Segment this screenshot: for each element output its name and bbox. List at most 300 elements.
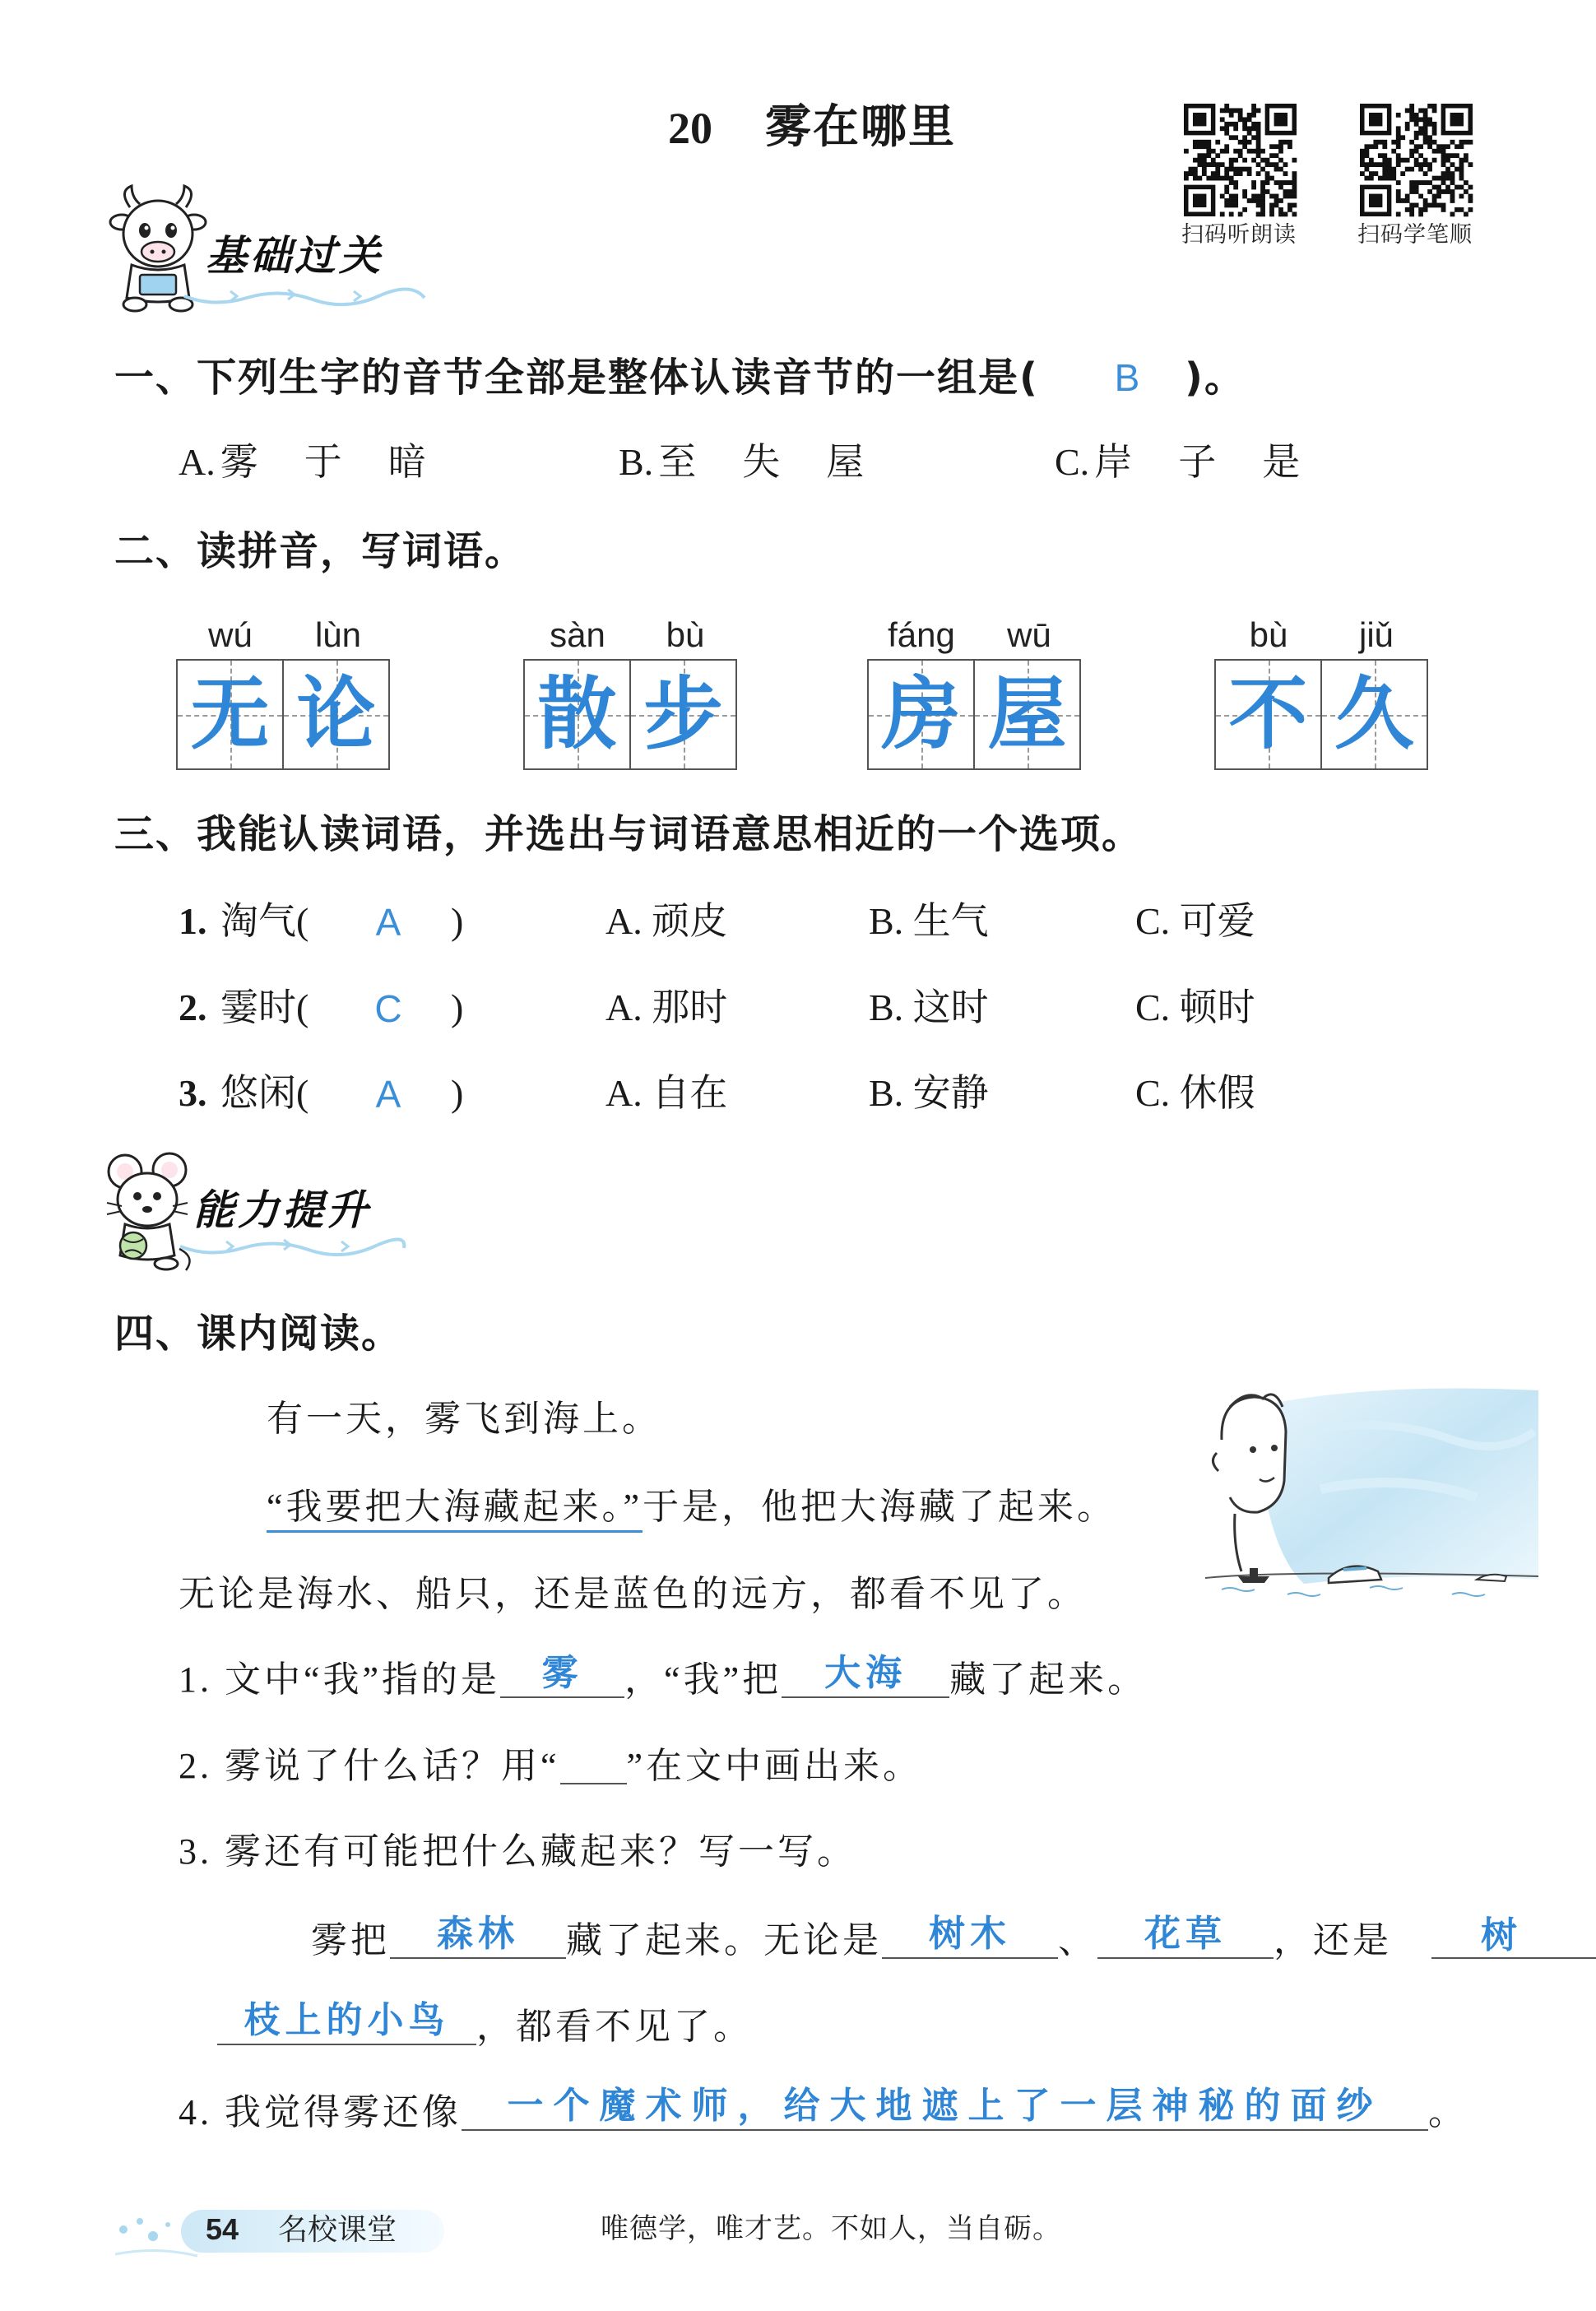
qr-module bbox=[1193, 144, 1198, 149]
qr-module bbox=[1396, 153, 1401, 158]
qr-module bbox=[1197, 153, 1202, 158]
qr-module bbox=[1233, 126, 1238, 131]
qr-module bbox=[1450, 212, 1455, 217]
tianzige-box bbox=[973, 659, 1081, 770]
qr-module bbox=[1193, 158, 1198, 163]
qr-module bbox=[1432, 158, 1437, 163]
qr-module bbox=[1256, 122, 1261, 127]
qr-module bbox=[1396, 131, 1401, 136]
qr-module bbox=[1211, 158, 1216, 163]
qr-module bbox=[1278, 144, 1283, 149]
qr-module bbox=[1459, 162, 1464, 167]
qr-module bbox=[1256, 203, 1261, 208]
qr-module bbox=[1260, 207, 1265, 212]
qr-module bbox=[1445, 153, 1450, 158]
q3-item-word: 淘气( bbox=[220, 900, 309, 942]
pinyin: sàn bbox=[550, 615, 605, 654]
writing-grid-3 bbox=[867, 659, 1081, 770]
qr-module bbox=[1445, 189, 1450, 194]
option-label: C. bbox=[1055, 441, 1090, 483]
handwritten-char: 不 bbox=[1228, 671, 1308, 759]
q4-sub-2 bbox=[179, 1742, 922, 1784]
q3-item-answer: A bbox=[375, 1073, 401, 1116]
qr-module bbox=[1369, 171, 1374, 176]
passage-line-3: 无论是海水、船只，还是蓝色的远方，都看不见了。 bbox=[179, 1574, 1087, 1614]
qr-module bbox=[1409, 180, 1414, 185]
qr-module bbox=[1233, 158, 1238, 163]
qr-module bbox=[1278, 158, 1283, 163]
question-1-option-a bbox=[179, 443, 472, 481]
option-char: 是 bbox=[1262, 441, 1301, 483]
q3-option: B. 生气 bbox=[869, 900, 989, 942]
qr-finder-pattern bbox=[1369, 113, 1382, 126]
qr-module bbox=[1450, 189, 1455, 194]
qr-module bbox=[1278, 198, 1283, 203]
qr-module bbox=[1211, 162, 1216, 167]
question-1-option-c bbox=[1055, 443, 1346, 481]
qr-module bbox=[1468, 162, 1473, 167]
q4-sub-3-line-2 bbox=[217, 2002, 753, 2045]
qr-module bbox=[1441, 158, 1446, 163]
q3-option: B. 这时 bbox=[869, 986, 989, 1028]
qr-finder-pattern bbox=[1274, 113, 1287, 126]
q4-sub-1-middle: ，“我”把 bbox=[624, 1659, 782, 1700]
qr-module bbox=[1423, 113, 1428, 118]
fill-text: ，还是 bbox=[1274, 1920, 1392, 1961]
qr-module bbox=[1459, 167, 1464, 172]
qr-module bbox=[1197, 140, 1202, 145]
qr-module bbox=[1260, 158, 1265, 163]
qr-module bbox=[1405, 207, 1410, 212]
qr-module bbox=[1409, 189, 1414, 194]
qr-module bbox=[1459, 185, 1464, 190]
qr-module bbox=[1278, 167, 1283, 172]
qr-module bbox=[1256, 149, 1261, 154]
fog-sea-illustration bbox=[1205, 1382, 1538, 1629]
qr-finder-pattern bbox=[1450, 113, 1464, 126]
qr-module bbox=[1260, 149, 1265, 154]
qr-module bbox=[1256, 131, 1261, 136]
qr-module bbox=[1287, 180, 1292, 185]
qr-module bbox=[1233, 149, 1238, 154]
qr-module bbox=[1387, 162, 1392, 167]
qr-module bbox=[1423, 158, 1428, 163]
qr-module bbox=[1450, 140, 1455, 145]
qr-module bbox=[1269, 153, 1274, 158]
qr-module bbox=[1274, 144, 1279, 149]
qr-module bbox=[1260, 185, 1265, 190]
qr-module bbox=[1247, 198, 1252, 203]
qr-module bbox=[1287, 203, 1292, 208]
qr-module bbox=[1283, 140, 1288, 145]
qr-module bbox=[1242, 126, 1247, 131]
qr-module bbox=[1229, 212, 1234, 217]
qr-module bbox=[1409, 149, 1414, 154]
pinyin: lùn bbox=[314, 615, 362, 654]
qr-module bbox=[1396, 144, 1401, 149]
qr-module bbox=[1256, 212, 1261, 217]
qr-module bbox=[1423, 140, 1428, 145]
qr-module bbox=[1409, 212, 1414, 217]
tianzige-box bbox=[282, 659, 390, 770]
qr-module bbox=[1242, 167, 1247, 172]
qr-module bbox=[1251, 198, 1256, 203]
qr-module bbox=[1432, 126, 1437, 131]
qr-module bbox=[1193, 167, 1198, 172]
qr-module bbox=[1233, 122, 1238, 127]
handwritten-char: 无 bbox=[190, 671, 270, 759]
handwritten-answer: 雾 bbox=[541, 1653, 583, 1693]
qr-module bbox=[1233, 167, 1238, 172]
qr-module bbox=[1382, 144, 1387, 149]
passage-line-2 bbox=[267, 1489, 1116, 1525]
question-3-stem: 三、我能认读词语，并选出与词语意思相近的一个选项。 bbox=[114, 811, 1144, 857]
writing-grid-4 bbox=[1214, 659, 1428, 770]
handwritten-answer: 树 bbox=[1481, 1915, 1517, 1956]
qr-module bbox=[1265, 189, 1270, 194]
qr-module bbox=[1454, 185, 1459, 190]
qr-module bbox=[1387, 176, 1392, 181]
qr-module bbox=[1378, 176, 1383, 181]
tianzige-box bbox=[1320, 659, 1428, 770]
qr-label-listen: 扫码听朗读 bbox=[1181, 222, 1297, 247]
qr-module bbox=[1427, 162, 1432, 167]
qr-module bbox=[1369, 158, 1374, 163]
qr-module bbox=[1441, 149, 1446, 154]
qr-module bbox=[1378, 140, 1383, 145]
qr-module bbox=[1436, 176, 1441, 181]
qr-module bbox=[1256, 108, 1261, 113]
qr-module bbox=[1427, 122, 1432, 127]
qr-module bbox=[1233, 194, 1238, 199]
qr-module bbox=[1432, 203, 1437, 208]
underline-mark-sample bbox=[560, 1742, 627, 1784]
qr-module bbox=[1432, 149, 1437, 154]
qr-module bbox=[1436, 144, 1441, 149]
qr-module bbox=[1360, 162, 1365, 167]
qr-module bbox=[1423, 203, 1428, 208]
qr-module bbox=[1184, 176, 1189, 181]
qr-module bbox=[1423, 171, 1428, 176]
handwritten-answer: 一个魔术师，给大地遮上了一层神秘的面纱 bbox=[507, 2086, 1383, 2126]
qr-module bbox=[1202, 162, 1207, 167]
question-4-stem: 四、课内阅读。 bbox=[114, 1311, 403, 1357]
qr-module bbox=[1464, 153, 1468, 158]
qr-module bbox=[1220, 108, 1225, 113]
qr-module bbox=[1423, 162, 1428, 167]
qr-module bbox=[1202, 167, 1207, 172]
qr-module bbox=[1224, 126, 1229, 131]
qr-module bbox=[1409, 207, 1414, 212]
qr-module bbox=[1215, 162, 1220, 167]
qr-module bbox=[1224, 176, 1229, 181]
passage-text: 于是，他把大海藏了起来。 bbox=[643, 1487, 1117, 1527]
qr-module bbox=[1418, 117, 1423, 122]
qr-module bbox=[1418, 212, 1423, 217]
qr-module bbox=[1468, 198, 1473, 203]
qr-module bbox=[1418, 153, 1423, 158]
fill-blank bbox=[500, 1655, 624, 1698]
qr-module bbox=[1445, 167, 1450, 172]
qr-module bbox=[1364, 176, 1369, 181]
qr-module bbox=[1364, 167, 1369, 172]
q4-sub-3-prompt: 3. 雾还有可能把什么藏起来？写一写。 bbox=[179, 1831, 856, 1872]
qr-module bbox=[1409, 108, 1414, 113]
qr-module bbox=[1229, 194, 1234, 199]
qr-module bbox=[1441, 207, 1446, 212]
qr-module bbox=[1238, 212, 1243, 217]
qr-module bbox=[1414, 203, 1419, 208]
fill-blank-clipped bbox=[1431, 1915, 1517, 1962]
qr-module bbox=[1292, 189, 1297, 194]
q4-sub-2-prefix: 2. 雾说了什么话？用“ bbox=[179, 1746, 560, 1786]
qr-module bbox=[1454, 167, 1459, 172]
qr-module bbox=[1441, 171, 1446, 176]
qr-module bbox=[1364, 162, 1369, 167]
qr-module bbox=[1224, 144, 1229, 149]
qr-module bbox=[1382, 158, 1387, 163]
qr-module bbox=[1400, 158, 1405, 163]
qr-module bbox=[1269, 212, 1274, 217]
qr-module bbox=[1459, 144, 1464, 149]
qr-module bbox=[1256, 153, 1261, 158]
handwritten-char: 散 bbox=[537, 671, 617, 759]
qr-module bbox=[1396, 113, 1401, 118]
fill-text: ，都看不见了。 bbox=[476, 2007, 753, 2047]
handwritten-char: 论 bbox=[296, 671, 376, 759]
question-2-stem: 二、读拼音，写词语。 bbox=[114, 528, 527, 574]
qr-module bbox=[1251, 194, 1256, 199]
qr-module bbox=[1414, 162, 1419, 167]
qr-module bbox=[1247, 131, 1252, 136]
fill-text: 雾把 bbox=[311, 1920, 390, 1961]
tianzige-box bbox=[523, 659, 631, 770]
qr-module bbox=[1278, 149, 1283, 154]
writing-grid-1 bbox=[176, 659, 390, 770]
qr-module bbox=[1215, 167, 1220, 172]
option-char: 于 bbox=[304, 441, 342, 483]
qr-module bbox=[1206, 162, 1211, 167]
qr-module bbox=[1269, 162, 1274, 167]
qr-module bbox=[1238, 108, 1243, 113]
fill-blank bbox=[462, 2088, 1428, 2131]
q3-item-answer: A bbox=[375, 901, 401, 944]
qr-finder-pattern bbox=[1369, 194, 1382, 207]
qr-module bbox=[1382, 176, 1387, 181]
qr-module bbox=[1464, 180, 1468, 185]
handwritten-answer: 树木 bbox=[929, 1914, 1011, 1954]
qr-module bbox=[1418, 162, 1423, 167]
qr-module bbox=[1405, 126, 1410, 131]
qr-module bbox=[1391, 140, 1396, 145]
qr-module bbox=[1418, 131, 1423, 136]
qr-module bbox=[1260, 212, 1265, 217]
fill-blank bbox=[390, 1916, 566, 1959]
qr-module bbox=[1242, 158, 1247, 163]
qr-module bbox=[1220, 126, 1225, 131]
qr-module bbox=[1274, 194, 1279, 199]
qr-module bbox=[1197, 158, 1202, 163]
fill-text: 、 bbox=[1058, 1920, 1097, 1961]
qr-module bbox=[1400, 135, 1405, 140]
qr-module bbox=[1396, 180, 1401, 185]
q3-option: A. 自在 bbox=[605, 1072, 728, 1114]
page-title: 雾在哪里 bbox=[765, 102, 956, 153]
question-1-option-b bbox=[619, 443, 910, 481]
qr-module bbox=[1202, 140, 1207, 145]
handwritten-answer: 森林 bbox=[437, 1914, 519, 1954]
qr-module bbox=[1206, 149, 1211, 154]
qr-module bbox=[1256, 171, 1261, 176]
qr-module bbox=[1445, 158, 1450, 163]
qr-module bbox=[1251, 158, 1256, 163]
section-title-basic: 基础过关 bbox=[206, 232, 383, 280]
qr-module bbox=[1464, 140, 1468, 145]
qr-module bbox=[1283, 212, 1288, 217]
qr-module bbox=[1459, 171, 1464, 176]
qr-module bbox=[1256, 140, 1261, 145]
qr-module bbox=[1459, 207, 1464, 212]
qr-module bbox=[1247, 149, 1252, 154]
qr-module bbox=[1459, 158, 1464, 163]
qr-module bbox=[1360, 171, 1365, 176]
pinyin: wú bbox=[208, 615, 253, 654]
q4-sub-3-line-1 bbox=[311, 1916, 1392, 1959]
qr-module bbox=[1427, 104, 1432, 109]
qr-module bbox=[1247, 171, 1252, 176]
qr-module bbox=[1283, 180, 1288, 185]
qr-module bbox=[1436, 203, 1441, 208]
pinyin: fáng bbox=[888, 615, 955, 654]
qr-module bbox=[1414, 113, 1419, 118]
qr-code-stroke-icon bbox=[1360, 104, 1473, 216]
qr-module bbox=[1423, 180, 1428, 185]
qr-module bbox=[1450, 198, 1455, 203]
qr-module bbox=[1233, 135, 1238, 140]
qr-module bbox=[1427, 135, 1432, 140]
qr-module bbox=[1278, 140, 1283, 145]
qr-module bbox=[1256, 198, 1261, 203]
q4-sub-1-suffix: 藏了起来。 bbox=[949, 1659, 1148, 1700]
qr-module bbox=[1396, 194, 1401, 199]
q3-item-number: 1. bbox=[179, 900, 207, 942]
qr-module bbox=[1391, 167, 1396, 172]
qr-module bbox=[1265, 158, 1270, 163]
qr-module bbox=[1409, 117, 1414, 122]
qr-module bbox=[1378, 162, 1383, 167]
qr-module bbox=[1382, 153, 1387, 158]
qr-module bbox=[1427, 203, 1432, 208]
qr-module bbox=[1450, 171, 1455, 176]
qr-module bbox=[1256, 126, 1261, 131]
qr-module bbox=[1287, 140, 1292, 145]
qr-module bbox=[1229, 180, 1234, 185]
q3-item-word: 悠闲( bbox=[220, 1072, 309, 1114]
qr-module bbox=[1423, 126, 1428, 131]
qr-module bbox=[1251, 126, 1256, 131]
q4-sub-1 bbox=[179, 1655, 1147, 1698]
qr-module bbox=[1238, 167, 1243, 172]
section-underline-decoration bbox=[177, 1230, 407, 1263]
qr-module bbox=[1405, 194, 1410, 199]
qr-module bbox=[1184, 171, 1189, 176]
qr-module bbox=[1360, 149, 1365, 154]
qr-module bbox=[1364, 153, 1369, 158]
qr-module bbox=[1256, 135, 1261, 140]
qr-module bbox=[1193, 171, 1198, 176]
handwritten-answer: 枝上的小鸟 bbox=[244, 2000, 450, 2040]
qr-module bbox=[1396, 158, 1401, 163]
qr-module bbox=[1292, 203, 1297, 208]
qr-module bbox=[1441, 162, 1446, 167]
qr-module bbox=[1382, 162, 1387, 167]
qr-module bbox=[1468, 207, 1473, 212]
qr-module bbox=[1188, 167, 1193, 172]
qr-module bbox=[1229, 113, 1234, 118]
qr-module bbox=[1441, 180, 1446, 185]
qr-module bbox=[1468, 194, 1473, 199]
qr-module bbox=[1260, 180, 1265, 185]
qr-module bbox=[1373, 171, 1378, 176]
qr-module bbox=[1242, 135, 1247, 140]
qr-module bbox=[1364, 144, 1369, 149]
qr-module bbox=[1229, 176, 1234, 181]
qr-module bbox=[1260, 167, 1265, 172]
qr-module bbox=[1274, 198, 1279, 203]
qr-module bbox=[1287, 189, 1292, 194]
qr-module bbox=[1278, 212, 1283, 217]
qr-module bbox=[1265, 180, 1270, 185]
qr-module bbox=[1441, 189, 1446, 194]
qr-finder-pattern bbox=[1193, 113, 1206, 126]
qr-module bbox=[1251, 104, 1256, 109]
fill-blank bbox=[1097, 1916, 1274, 1959]
qr-module bbox=[1292, 180, 1297, 185]
qr-module bbox=[1269, 194, 1274, 199]
qr-module bbox=[1450, 176, 1455, 181]
qr-module bbox=[1224, 189, 1229, 194]
qr-module bbox=[1441, 144, 1446, 149]
qr-module bbox=[1292, 194, 1297, 199]
qr-module bbox=[1229, 158, 1234, 163]
qr-module bbox=[1418, 108, 1423, 113]
section-underline-decoration bbox=[181, 280, 428, 313]
q3-option: A. 那时 bbox=[605, 986, 728, 1028]
qr-module bbox=[1233, 203, 1238, 208]
qr-module bbox=[1287, 207, 1292, 212]
q3-option: C. 可爱 bbox=[1135, 900, 1255, 942]
qr-module bbox=[1224, 167, 1229, 172]
qr-module bbox=[1414, 117, 1419, 122]
qr-module bbox=[1238, 113, 1243, 118]
qr-module bbox=[1418, 126, 1423, 131]
qr-module bbox=[1414, 135, 1419, 140]
qr-module bbox=[1202, 158, 1207, 163]
qr-module bbox=[1215, 171, 1220, 176]
qr-module bbox=[1215, 153, 1220, 158]
qr-module bbox=[1396, 126, 1401, 131]
qr-module bbox=[1202, 153, 1207, 158]
qr-module bbox=[1427, 180, 1432, 185]
qr-module bbox=[1454, 144, 1459, 149]
page-number: 54 bbox=[206, 2212, 239, 2246]
qr-module bbox=[1418, 144, 1423, 149]
qr-module bbox=[1387, 158, 1392, 163]
q4-sub-1-prefix: 1. 文中“我”指的是 bbox=[179, 1659, 501, 1700]
qr-module bbox=[1409, 104, 1414, 109]
option-char: 子 bbox=[1178, 441, 1217, 483]
qr-module bbox=[1436, 149, 1441, 154]
